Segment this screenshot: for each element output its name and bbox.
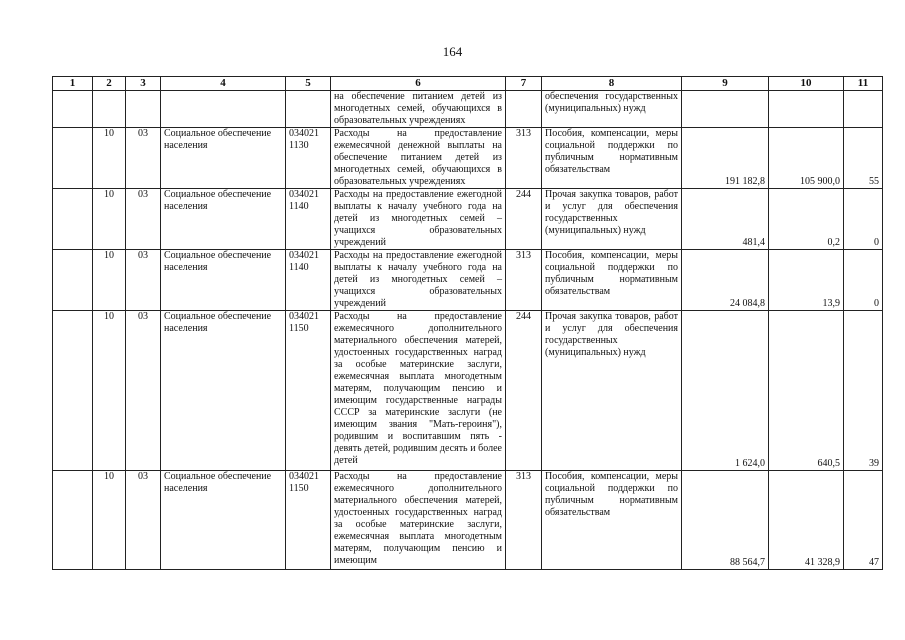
cell-section-name: Социальное обеспечение населения	[161, 250, 286, 311]
col-header-2: 2	[93, 77, 126, 91]
col-header-1: 1	[53, 77, 93, 91]
cell-col1	[53, 250, 93, 311]
cell-actual-amount: 105 900,0	[769, 128, 844, 189]
cell-target-code: 034021 1140	[286, 250, 331, 311]
cell-section: 10	[93, 311, 126, 471]
cell-section-name: Социальное обеспечение населения	[161, 311, 286, 471]
table-row	[53, 311, 883, 471]
cell-expense-type-name: обеспечения государственных (муниципальных) нужд	[542, 91, 682, 128]
cell-percent: 39	[844, 311, 883, 471]
col-header-11: 11	[844, 77, 883, 91]
cell-expense-type-code: 244	[506, 189, 542, 250]
cell-expense-type-name: Прочая закупка товаров, работ и услуг для обеспечения государственных (муниципальных) нужд	[542, 311, 682, 471]
cell-expense-description: Расходы на предоставление ежегодной выплаты к началу учебного года на детей из многодетных семей – учащихся образовательных учреждений	[331, 189, 506, 250]
cell-expense-type-name: Пособия, компенсации, меры социальной поддержки по публичным нормативным обязательствам	[542, 250, 682, 311]
cell-plan-amount: 24 084,8	[682, 250, 769, 311]
cell-section: 10	[93, 471, 126, 570]
budget-table	[52, 76, 883, 570]
cell-col1	[53, 91, 93, 128]
cell-actual-amount: 0,2	[769, 189, 844, 250]
cell-expense-type-code: 313	[506, 250, 542, 311]
cell-subsection: 03	[126, 471, 161, 570]
cell-plan-amount: 1 624,0	[682, 311, 769, 471]
table-row	[53, 471, 883, 570]
cell-subsection: 03	[126, 128, 161, 189]
cell-target-code: 034021 1150	[286, 471, 331, 570]
cell-section: 10	[93, 128, 126, 189]
cell-expense-type-name: Прочая закупка товаров, работ и услуг для обеспечения государственных (муниципальных) нужд	[542, 189, 682, 250]
cell-percent: 47	[844, 471, 883, 570]
cell-target-code: 034021 1150	[286, 311, 331, 471]
cell-target-code	[286, 91, 331, 128]
cell-plan-amount	[682, 91, 769, 128]
table-row	[53, 250, 883, 311]
cell-expense-type-name: Пособия, компенсации, меры социальной поддержки по публичным нормативным обязательствам	[542, 471, 682, 570]
cell-actual-amount	[769, 91, 844, 128]
cell-percent: 0	[844, 189, 883, 250]
cell-percent	[844, 91, 883, 128]
cell-percent: 55	[844, 128, 883, 189]
cell-section: 10	[93, 189, 126, 250]
col-header-9: 9	[682, 77, 769, 91]
col-header-5: 5	[286, 77, 331, 91]
cell-subsection: 03	[126, 250, 161, 311]
col-header-8: 8	[542, 77, 682, 91]
cell-section: 10	[93, 250, 126, 311]
table-row	[53, 128, 883, 189]
cell-expense-type-name: Пособия, компенсации, меры социальной поддержки по публичным нормативным обязательствам	[542, 128, 682, 189]
page-number: 164	[442, 44, 463, 59]
cell-actual-amount: 640,5	[769, 311, 844, 471]
cell-target-code: 034021 1130	[286, 128, 331, 189]
col-header-7: 7	[506, 77, 542, 91]
cell-expense-description: Расходы на предоставление ежемесячного дополнительного материального обеспечения матерей, удостоенных государственных наград за особые материнские заслуги, ежемесячная выплата многодетным матерям, получающим пенсию и имеющим государственные награды СССР за материнские заслуги (не имеющим звания "Мать-героиня"), родившим и воспитавшим пять - девять детей, родившим десять и более детей	[331, 311, 506, 471]
cell-section-name: Социальное обеспечение населения	[161, 471, 286, 570]
cell-expense-type-code: 313	[506, 471, 542, 570]
cell-col1	[53, 471, 93, 570]
table-row	[53, 189, 883, 250]
cell-plan-amount: 88 564,7	[682, 471, 769, 570]
cell-expense-description: Расходы на предоставление ежемесячного дополнительного материального обеспечения матерей, удостоенных государственных наград за особые материнские заслуги, ежемесячная выплата многодетным матерям, получающим пенсию и имеющим	[331, 471, 506, 570]
cell-expense-description: Расходы на предоставление ежегодной выплаты к началу учебного года на детей из многодетных семей – учащихся образовательных учреждений	[331, 250, 506, 311]
cell-subsection: 03	[126, 189, 161, 250]
cell-expense-type-code: 244	[506, 311, 542, 471]
cell-actual-amount: 13,9	[769, 250, 844, 311]
table-row	[53, 91, 883, 128]
cell-expense-type-code: 313	[506, 128, 542, 189]
cell-target-code: 034021 1140	[286, 189, 331, 250]
col-header-6: 6	[331, 77, 506, 91]
cell-section-name: Социальное обеспечение населения	[161, 189, 286, 250]
cell-section-name: Социальное обеспечение населения	[161, 128, 286, 189]
cell-percent: 0	[844, 250, 883, 311]
cell-col1	[53, 189, 93, 250]
cell-plan-amount: 191 182,8	[682, 128, 769, 189]
cell-actual-amount: 41 328,9	[769, 471, 844, 570]
col-header-3: 3	[126, 77, 161, 91]
header-row	[53, 77, 883, 91]
cell-section-name	[161, 91, 286, 128]
cell-expense-description: на обеспечение питанием детей из многодетных семей, обучающихся в образовательных учреждениях	[331, 91, 506, 128]
cell-expense-type-code	[506, 91, 542, 128]
cell-col1	[53, 311, 93, 471]
cell-expense-description: Расходы на предоставление ежемесячной денежной выплаты на обеспечение питанием детей из многодетных семей, обучающихся в образовательных учреждениях	[331, 128, 506, 189]
cell-section	[93, 91, 126, 128]
col-header-10: 10	[769, 77, 844, 91]
cell-plan-amount: 481,4	[682, 189, 769, 250]
cell-subsection: 03	[126, 311, 161, 471]
cell-subsection	[126, 91, 161, 128]
cell-col1	[53, 128, 93, 189]
col-header-4: 4	[161, 77, 286, 91]
